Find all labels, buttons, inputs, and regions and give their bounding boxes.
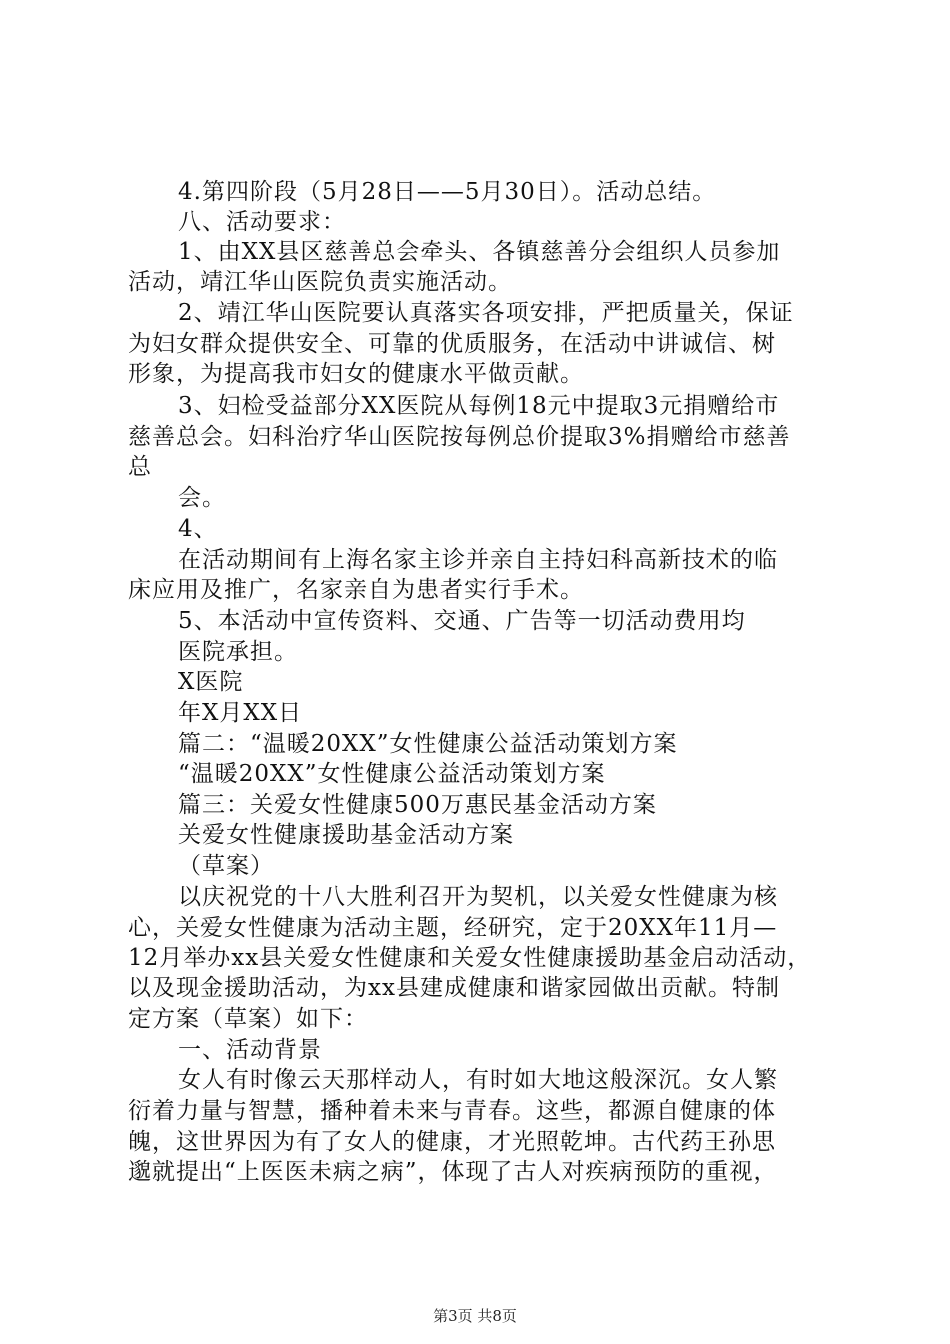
text-line: 在活动期间有上海名家主诊并亲自主持妇科高新技术的临	[178, 547, 778, 573]
text-line: 关爱女性健康援助基金活动方案	[178, 822, 514, 848]
text-line: 篇二：“温暖20XX”女性健康公益活动策划方案	[178, 731, 678, 757]
text-line: 床应用及推广，名家亲自为患者实行手术。	[128, 577, 584, 603]
text-line: 年X月XX日	[178, 700, 303, 726]
text-line: 定方案（草案）如下：	[128, 1006, 368, 1032]
text-line: 慈善总会。妇科治疗华山医院按每例总价提取3%捐赠给市慈善	[128, 424, 791, 450]
text-line: 女人有时像云天那样动人，有时如大地这般深沉。女人繁	[178, 1067, 778, 1093]
text-line: 形象，为提高我市妇女的健康水平做贡献。	[128, 361, 584, 387]
text-line: 医院承担。	[178, 639, 298, 665]
text-line: 3、妇检受益部分XX医院从每例18元中提取3元捐赠给市	[178, 393, 780, 419]
text-line: 以庆祝党的十八大胜利召开为契机，以关爱女性健康为核	[178, 884, 778, 910]
text-line: 一、活动背景	[178, 1037, 322, 1063]
text-line: 魄，这世界因为有了女人的健康，才光照乾坤。古代药王孙思	[128, 1129, 776, 1155]
text-line: 以及现金援助活动，为xx县建成健康和谐家园做出贡献。特制	[128, 975, 780, 1001]
text-line: 2、靖江华山医院要认真落实各项安排，严把质量关，保证	[178, 300, 794, 326]
text-line: 4.第四阶段（5月28日——5月30日）。活动总结。	[178, 179, 717, 205]
text-line: 八、活动要求：	[178, 209, 346, 235]
text-line: 4、	[178, 516, 218, 542]
text-line: 活动，靖江华山医院负责实施活动。	[128, 269, 512, 295]
text-line: 衍着力量与智慧，播种着未来与青春。这些，都源自健康的体	[128, 1098, 776, 1124]
text-line: 1、由XX县区慈善总会牵头、各镇慈善分会组织人员参加	[178, 239, 781, 265]
text-line: 心，关爱女性健康为活动主题，经研究，定于20XX年11月—	[128, 915, 778, 941]
text-line: “温暖20XX”女性健康公益活动策划方案	[178, 761, 606, 787]
text-line: 会。	[178, 485, 226, 511]
text-line: 为妇女群众提供安全、可靠的优质服务，在活动中讲诚信、树	[128, 331, 776, 357]
text-line: X医院	[178, 669, 244, 695]
text-line: 5、本活动中宣传资料、交通、广告等一切活动费用均	[178, 608, 746, 634]
page-footer: 第3页 共8页	[433, 1307, 517, 1325]
text-line: （草案）	[178, 853, 274, 879]
text-line: 总	[128, 454, 152, 480]
text-line: 邈就提出“上医医未病之病”，体现了古人对疾病预防的重视，	[128, 1159, 778, 1185]
text-line: 篇三：关爱女性健康500万惠民基金活动方案	[178, 792, 657, 818]
text-line: 12月举办xx县关爱女性健康和关爱女性健康援助基金启动活动，	[128, 945, 812, 971]
